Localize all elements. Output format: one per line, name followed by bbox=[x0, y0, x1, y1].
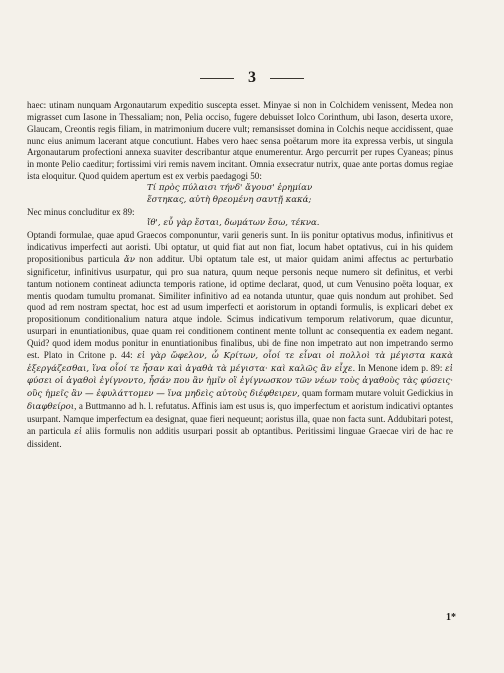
p3-greek-ei: εἰ bbox=[74, 426, 83, 437]
p3-text-b: non additur. Ubi optatum tale est, ut maior quidam animi affectus ac perturbatio significetur, infinitivus usurpatur, qui pro sua natura, quum neque personis neque numero sit definitus, et verbi tantum notionem contineat adiuncta temporis ratione, id optime declarat, quod, ut cum Venusino poëta loquar, ex mentis quodam tumultu promanat. Similiter infinitivo ad ea notanda utuntur, quae quis nondum aut prohibet. Sed quod ad rem nostram spectat, hoc est ad usum imperfecti et aoristorum in optandi formulis, is explicari debet ex propositionum conditionalium natura atque indole. Scimus indicativum temporum relativorum, quae dicuntur, usurpari in enuntiationibus, quae quam rei conditionem continent mente tollunt ac consequentia ex eadem negant. Quid? quod idem modus ponitur in enuntiationibus finalibus, ubi de fine non impetrato aut non impetrando sermo est. Plato in Critone p. 44: bbox=[27, 253, 453, 360]
paragraph-2: Nec minus concluditur ex 89: bbox=[27, 206, 135, 217]
greek-quote-1-line-2: ἕστηκας, αὐτὴ θρεομένη σαυτῇ κακά; bbox=[147, 194, 312, 205]
greek-quote-2: ἴθ', εὖ γὰρ ἔσται, δωμάτων ἔσω, τέκνα. bbox=[147, 218, 320, 229]
paragraph-3 bbox=[27, 230, 453, 450]
p3-text-e: , a Buttmanno ad h. l. refutatus. Affinis iam est usus is, quo imperfectum et aoristum indicativi optantes usurpant. Namque imperfectum ea designat, quae fieri nequeunt; aoristus illa, quae non facta sunt. Addubitari potest, an particula bbox=[27, 401, 453, 436]
p3-greek-an: ἄν bbox=[123, 254, 135, 265]
signature-mark: 1* bbox=[446, 612, 456, 623]
main-text bbox=[27, 100, 453, 450]
p3-text-f: aliis formulis non additis usurpari possit ab optantibus. Peritissimi linguae Graecae viri de hac re dissident. bbox=[27, 425, 453, 449]
page-header bbox=[0, 68, 504, 88]
p3-greek-gedicke: διαφθείροι bbox=[27, 402, 75, 413]
header-rule-right bbox=[270, 78, 304, 79]
p3-greek-crito: εἰ γὰρ ὤφελον, ὦ Κρίτων, οἷοί τε εἶναι οἱ πολλοὶ τὰ μέγιστα κακὰ ἐξεργάζεσθαι, ἵνα οἷοί τε ἦσαν καὶ ἀγαθὰ τὰ μέγιστα· καὶ καλῶς ἂν εἶχε. bbox=[27, 350, 453, 374]
p3-text-c: In Menone idem p. 89: bbox=[355, 362, 446, 373]
p3-greek-meno: εἰ φύσει οἱ ἀγαθοὶ ἐγίγνοντο, ἦσάν που ἂν ἡμῖν οἳ ἐγίγνωσκον τῶν νέων τοὺς ἀγαθοὺς τὰς φύσεις· οὓς ἡμεῖς ἂν — ἐφυλάττομεν — ἵνα μηδεὶς αὐτοὺς διέφθειρεν, bbox=[27, 363, 453, 400]
p3-text-a: Optandi formulae, quae apud Graecos componuntur, varii generis sunt. In iis ponitur optativus modus, infinitivus et indicativus imperfecti aut aoristi. Ubi optatur, ut quid fiat aut non fiat, locum habet optativus, cui in his quidem propositionibus particula bbox=[27, 230, 453, 264]
paragraph-1: haec: utinam nunquam Argonautarum expeditio suscepta esset. Minyae si non in Colchidem venissent, Medea non migrasset cum Iasone in Thessaliam; non, Pelia occiso, fugere debuisset Iolco Corinthum, ubi Iason, deserta uxore, Glaucam, Creontis regis filiam, in matrimonium ducere vult; remansisset domina in Colchis neque accidissent, quae nunc eius animum lacerant atque concutiunt. Habes vero haec sensa poëtarum more ita expressa verbis, ut singula Argonautarum profectioni annexa suaviter describantur atque enumerentur. Argo percurrit per rupes Cyaneas; pinus in monte Pelio caeditur; fortissimi viri remis navem incitant. Omnia exsecratur nutrix, quae ante portas domus regiae ista eloquitur. Quod quidem apertum est ex verbis paedagogi 50: bbox=[27, 100, 453, 182]
header-rule-left bbox=[200, 78, 234, 79]
page-number: 3 bbox=[248, 69, 256, 86]
greek-quote-1-line-1: Τί πρὸς πύλαισι τήνδ' ἄγουσ' ἐρημίαν bbox=[147, 182, 313, 193]
p3-text-d: quam formam mutare voluit Gedickius in bbox=[299, 388, 453, 399]
